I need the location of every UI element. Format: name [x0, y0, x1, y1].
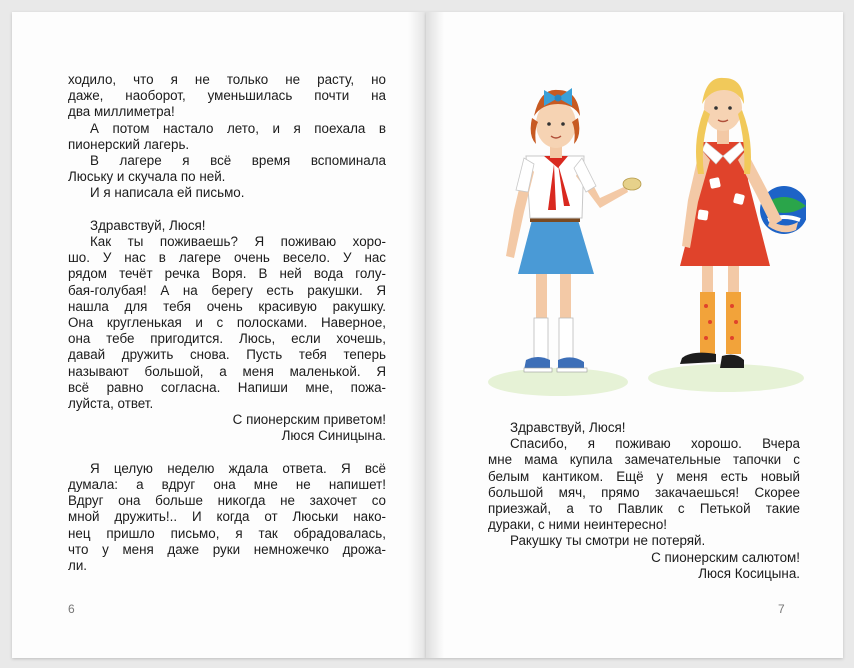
gutter-shadow [426, 12, 444, 658]
text-line: приезжай, а то Павлик с Петькой такие [488, 501, 800, 517]
text-line: ходило, что я не только не расту, но [68, 72, 386, 87]
text-line: Я целую неделю ждала ответа. Я всё [90, 460, 386, 476]
text-line: нец пришло письмо, я так обрадовалась, [68, 525, 386, 541]
page-number: 6 [68, 602, 75, 616]
ground-shadow [648, 364, 804, 392]
text-line: что у меня даже руки немножечко дрожа- [68, 541, 386, 557]
letter-greeting: Здравствуй, Люся! [510, 420, 626, 435]
letter-closing: С пионерским салютом! [651, 549, 800, 565]
pioneer-girl [506, 88, 641, 372]
text-line: она тебе пригодится. Люсь, если хочешь, [68, 331, 386, 347]
letter-greeting: Здравствуй, Люся! [90, 217, 206, 233]
text-line: рядом течёт речка Воря. В ней вода голу- [68, 266, 386, 282]
blue-skirt [518, 220, 594, 274]
text-line: А потом настало лето, и я поехала в [90, 120, 386, 136]
text-line: всё равно согласна. Напиши мне, пожа- [68, 379, 386, 395]
text-line: мне мама купила замечательные тапочки с [488, 452, 800, 468]
text-line: Ракушку ты смотри не потеряй. [510, 533, 706, 549]
text-line: мной дружить!.. И когда от Люськи нако- [68, 509, 386, 525]
text-line: нашла для тебя очень красивую ракушку. [68, 298, 386, 314]
text-line: луйста, ответ. [68, 396, 154, 412]
seashell [623, 178, 641, 190]
text-line: Спасибо, я поживаю хорошо. Вчера [510, 436, 800, 452]
text-line: бая-голубая! А на берегу есть ракушки. Я [68, 282, 386, 298]
text-line: дураки, с ними неинтересно! [488, 517, 668, 533]
letter-closing: С пионерским приветом! [232, 412, 386, 428]
text-line: даже, наоборот, уменьшилась почти на [68, 88, 386, 104]
left-page [12, 12, 426, 658]
book-spread [12, 12, 843, 658]
girl-with-ball [680, 78, 806, 368]
left-page-text [68, 72, 386, 574]
text-line: называют большой, а меня маленькой. Я [68, 363, 386, 379]
text-line: пионерский лагерь. [68, 136, 190, 152]
text-line: Вдруг она больше никогда не захочет со [68, 493, 386, 509]
text-line: И я написала ей письмо. [90, 185, 245, 201]
text-line: белым кантиком. Ещё у меня есть новый [488, 468, 800, 484]
text-line: думала: а вдруг она мне не напишет! [68, 477, 386, 493]
text-line: два миллиметра! [68, 104, 175, 120]
page-number: 7 [778, 602, 785, 616]
text-line: большой мяч, прямо закачаешься! Скорее [488, 484, 800, 500]
text-line: шо. У нас в лагере очень весело. У нас [68, 250, 386, 266]
letter-signature: Люся Косицына. [698, 565, 800, 581]
right-page [426, 12, 843, 658]
text-line: Люську и скучала по ней. [68, 169, 226, 185]
text-line: ли. [68, 558, 88, 574]
text-line: Как ты поживаешь? Я поживаю хоро- [90, 234, 386, 250]
letter-signature: Люся Синицына. [281, 428, 386, 444]
text-line: В лагере я всё время вспоминала [90, 153, 386, 169]
gutter-shadow [408, 12, 426, 658]
text-line: давай дружить снова. Пусть тебя теперь [68, 347, 386, 363]
illustration-two-girls [466, 60, 806, 408]
text-line: Она кругленькая и с полосками. Наверное, [68, 315, 386, 331]
right-page-text [488, 420, 800, 582]
